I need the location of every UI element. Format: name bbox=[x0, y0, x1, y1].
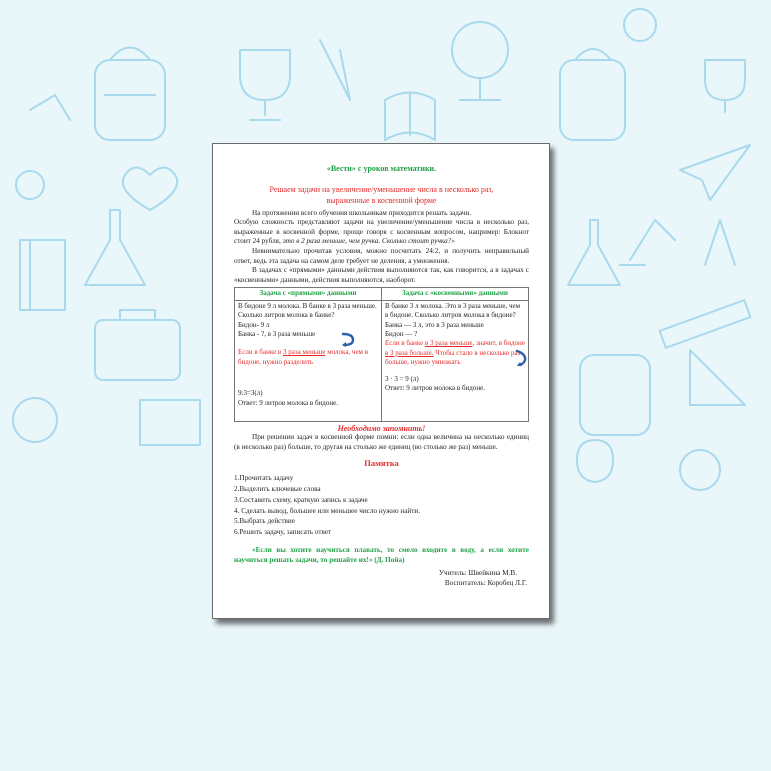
memo-step: 4. Сделать вывод, большее или меньшее число нужно найти. bbox=[234, 506, 421, 515]
flask-icon bbox=[568, 220, 620, 285]
rule-paragraph: При решении задач в косвенной форме помни: если одна величина на несколько единиц (в несколько раз) больше, то другая на столько же единиц (во столько же раз) меньше. bbox=[234, 433, 529, 451]
pencil-icon bbox=[340, 50, 350, 100]
globe-icon bbox=[452, 22, 508, 100]
comparison-table bbox=[234, 287, 529, 421]
trophy-icon bbox=[705, 60, 745, 112]
open-book-icon bbox=[385, 92, 435, 140]
flask-icon bbox=[85, 210, 145, 285]
globe-icon bbox=[13, 398, 57, 442]
indirect-problem: В банке 3 л молока. Это в 3 раза меньше, чем в бидоне. Сколько литров молока в бидоне? bbox=[385, 301, 521, 320]
memo-steps-list bbox=[234, 473, 529, 538]
paragraph-difficulty-text: Особую сложность представляют задачи на увеличение/уменьшение числа в несколько раз, выраженные в косвенной форме, проще говоря с косвенным вопросом, например: Блокнот стоит 24 рубля, bbox=[234, 218, 529, 246]
paragraph-difficulty bbox=[234, 218, 529, 247]
memo-step: 6.Решить задачу, записать ответ bbox=[234, 528, 332, 537]
clock-icon bbox=[624, 9, 656, 41]
indirect-answer: Ответ: 9 литров молока в бидоне. bbox=[385, 384, 485, 392]
apple-icon bbox=[577, 440, 613, 482]
desk-lamp-icon bbox=[30, 95, 70, 120]
backpack-icon bbox=[580, 355, 650, 435]
pencil-icon bbox=[320, 40, 350, 100]
doc-title: «Вести» с уроков математики. bbox=[326, 164, 437, 173]
table-cell-direct bbox=[235, 300, 382, 421]
memo-step: 2.Выделить ключевые слова bbox=[234, 484, 321, 493]
globe-icon bbox=[680, 450, 720, 490]
signature-educator: Воспитатель: Коробец Л.Г. bbox=[444, 578, 527, 587]
table-header-indirect: Задача с «косвенными» данными bbox=[382, 288, 529, 300]
signature-teacher: Учитель: Швейкина М.В. bbox=[438, 569, 517, 578]
trophy-icon bbox=[240, 50, 290, 120]
book-icon bbox=[20, 240, 65, 310]
direct-problem: В бидоне 9 л молока. В банке в 3 раза меньше. Сколько литров молока в банке? bbox=[238, 301, 377, 320]
direct-answer: Ответ: 9 литров молока в бидоне. bbox=[238, 398, 338, 407]
backpack-icon bbox=[95, 48, 165, 141]
curved-arrow-icon bbox=[515, 349, 527, 367]
direct-given-1: Бидон- 9 л bbox=[238, 320, 270, 329]
direct-solution: 9:3=3(л) bbox=[238, 389, 263, 398]
indirect-given-1: Банка — 3 л, это в 3 раза меньше bbox=[385, 320, 484, 329]
paragraph-direct-indirect: В задачах с «прямыми» данными действия выполняются так, как говорится, а в задачах с «косвенными» данными, действия выполняются, наоборот. bbox=[234, 266, 529, 284]
paragraph-difficulty-example: это в 2 раза меньше, чем ручка. Сколько стоит ручка?» bbox=[282, 237, 455, 246]
direct-rule bbox=[238, 348, 378, 367]
indirect-given-2: Бидон — ? bbox=[385, 329, 418, 338]
direct-rule-part-a: Если в банке в bbox=[238, 348, 282, 357]
doc-subtitle-line1: Решаем задачи на увеличение/уменьшение числа в несколько раз, bbox=[269, 184, 494, 194]
indirect-rule-part-b: в 3 раза меньше bbox=[424, 339, 473, 348]
curved-arrow-icon bbox=[341, 331, 355, 347]
memo-step: 5.Выбрать действие bbox=[234, 517, 295, 526]
paragraph-mistake: Невнимательно прочитав условия, можно посчитать 24:2, и получить неправильный ответ, ведь эта задача на самом деле требует не деления, а умножения. bbox=[234, 246, 529, 265]
briefcase-icon bbox=[95, 310, 180, 380]
set-square-icon bbox=[690, 350, 745, 405]
direct-rule-part-c: молока, чем в бидоне, нужно разделить bbox=[238, 348, 369, 366]
table-cell-indirect bbox=[382, 300, 529, 421]
indirect-rule-part-c: , значит, в бидоне bbox=[472, 339, 525, 348]
indirect-rule-part-d: в 3 раза больше. bbox=[385, 348, 434, 357]
book-icon bbox=[140, 400, 200, 445]
table-header-direct: Задача с «прямыми» данными bbox=[235, 288, 382, 300]
paragraph-intro: На протяжении всего обучения школьникам приходится решать задачи. bbox=[252, 208, 472, 217]
memo-heading: Памятка bbox=[364, 457, 399, 468]
doc-subtitle bbox=[234, 184, 529, 206]
desk-lamp-icon bbox=[620, 220, 675, 265]
heart-icon bbox=[123, 168, 177, 211]
indirect-rule-part-a: Если в банке bbox=[385, 339, 424, 348]
must-remember-heading: Необходимо запомнить! bbox=[337, 423, 426, 433]
paper-plane-icon bbox=[680, 145, 750, 200]
doc-subtitle-line2: выраженные в косвенной форме bbox=[326, 195, 437, 205]
document-page bbox=[212, 143, 550, 619]
ruler-icon bbox=[660, 300, 751, 348]
indirect-solution: 3 · 3 = 9 (л) bbox=[385, 374, 419, 383]
quote-paragraph: «Если вы хотите научиться плавать, то смело входите в воду, а если хотите научиться решать задачи, то решайте их!» (Д. Пойа) bbox=[234, 545, 529, 564]
indirect-rule-part-e: Чтобы стало в несколько раз больше, нужно умножать bbox=[385, 348, 521, 367]
direct-rule-part-b: 3 раза меньше bbox=[282, 348, 326, 357]
backpack-icon bbox=[560, 49, 625, 140]
memo-step: 3.Составить схему, краткую запись к задаче bbox=[234, 495, 368, 504]
indirect-rule bbox=[385, 339, 525, 367]
direct-given-2: Банка - ?, в 3 раза меньше bbox=[238, 329, 316, 338]
memo-step: 1.Прочитать задачу bbox=[234, 474, 294, 483]
compass-icon bbox=[705, 220, 735, 265]
apple-icon bbox=[16, 171, 44, 199]
signatures bbox=[234, 569, 529, 588]
